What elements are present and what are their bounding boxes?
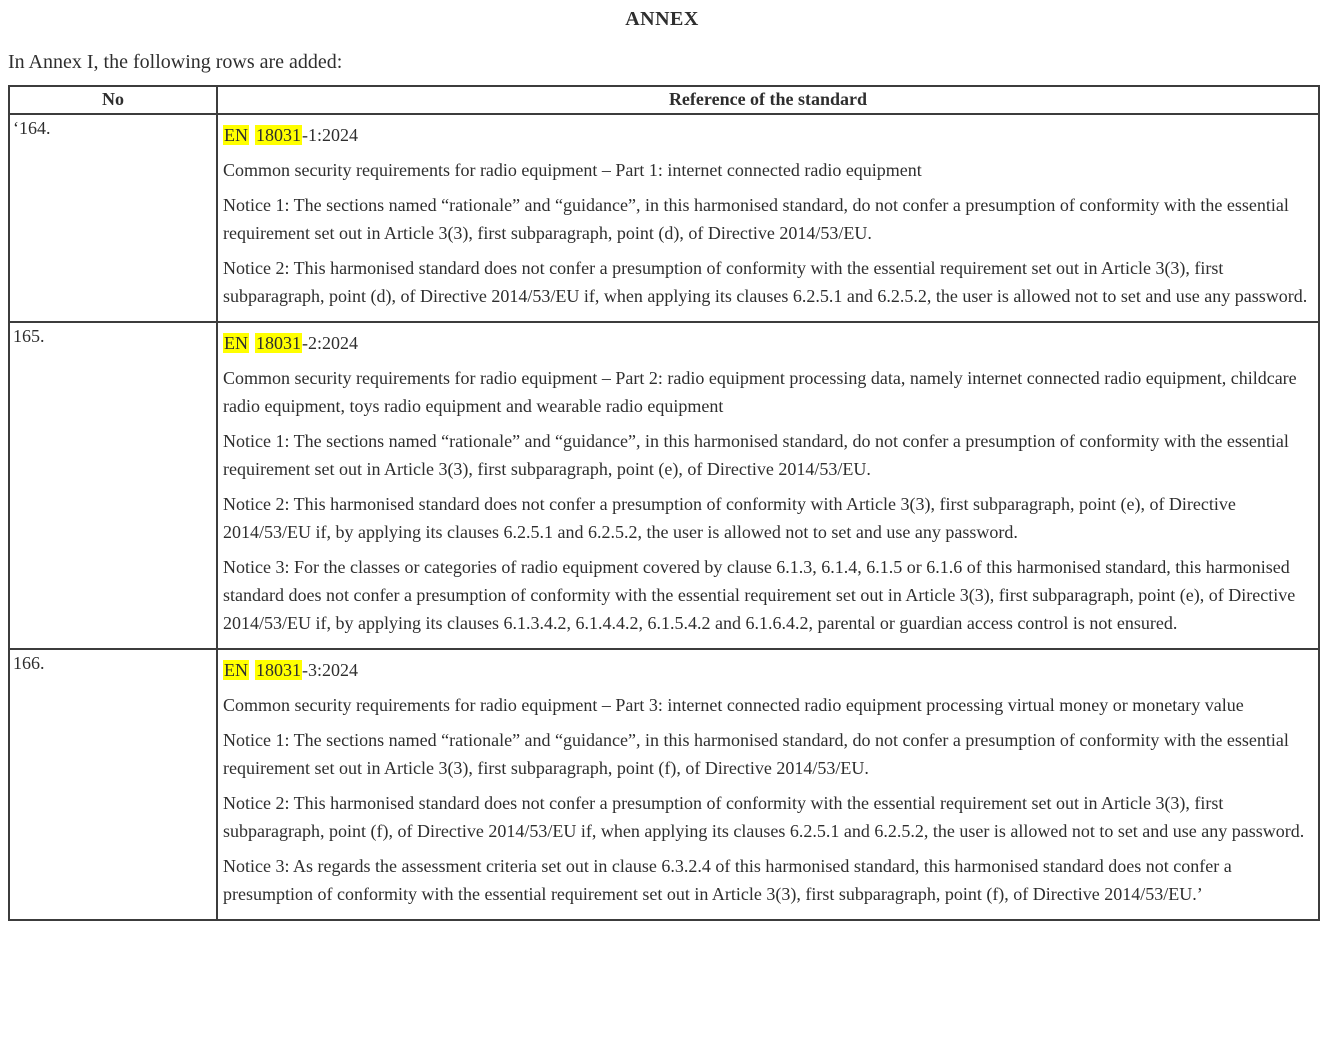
highlighted-number-text: 18031	[256, 660, 301, 680]
row-number-cell: ‘164.	[9, 114, 217, 322]
standard-code	[223, 121, 1312, 149]
highlighted-en-text: EN	[224, 333, 248, 353]
standard-description: Common security requirements for radio equipment – Part 1: internet connected radio equipment	[223, 160, 922, 180]
highlighted-en-text: EN	[224, 660, 248, 680]
notice-1-text: Notice 1: The sections named “rationale” and “guidance”, in this harmonised standard, do not confer a presumption of conformity with the essential requirement set out in Article 3(3), first subparagraph, point (d), of Directive 2014/53/EU.	[223, 195, 1289, 243]
no-column-header: No	[9, 86, 217, 114]
notice-2-text: Notice 2: This harmonised standard does not confer a presumption of conformity with Article 3(3), first subparagraph, point (e), of Directive 2014/53/EU if, by applying its clauses 6.2.5.1 and 6.2.5.2, the user is allowed not to set and use any password.	[223, 494, 1236, 542]
annex-table	[8, 85, 1320, 921]
standard-description: Common security requirements for radio equipment – Part 2: radio equipment processing data, namely internet connected radio equipment, childcare radio equipment, toys radio equipment and wearable radio equipment	[223, 368, 1297, 416]
table-row	[9, 114, 1319, 322]
notice-3-text: Notice 3: For the classes or categories of radio equipment covered by clause 6.1.3, 6.1.4, 6.1.5 or 6.1.6 of this harmonised standard, this harmonised standard does not confer a presumption of conformity with the essential requirement set out in Article 3(3), first subparagraph, point (e), of Directive 2014/53/EU if, by applying its clauses 6.1.3.4.2, 6.1.4.4.2, 6.1.5.4.2 and 6.1.6.4.2, parental or guardian access control is not ensured.	[223, 557, 1296, 633]
standard-code-suffix: -2:2024	[302, 333, 358, 353]
highlighted-en-text: EN	[224, 125, 248, 145]
row-number-cell: 165.	[9, 322, 217, 649]
table-row	[9, 322, 1319, 649]
standard-code	[223, 656, 1312, 684]
row-number-cell: 166.	[9, 649, 217, 920]
standard-reference-cell	[217, 114, 1319, 322]
intro-text: In Annex I, the following rows are added:	[8, 51, 343, 73]
notice-3-text: Notice 3: As regards the assessment criteria set out in clause 6.3.2.4 of this harmonised standard, this harmonised standard does not confer a presumption of conformity with the essential requirement set out in Article 3(3), first subparagraph, point (f), of Directive 2014/53/EU.’	[223, 856, 1232, 904]
standard-reference-cell	[217, 649, 1319, 920]
reference-column-header: Reference of the standard	[217, 86, 1319, 114]
highlighted-number-text: 18031	[256, 125, 301, 145]
notice-1-text: Notice 1: The sections named “rationale” and “guidance”, in this harmonised standard, do not confer a presumption of conformity with the essential requirement set out in Article 3(3), first subparagraph, point (e), of Directive 2014/53/EU.	[223, 431, 1289, 479]
notice-1-text: Notice 1: The sections named “rationale” and “guidance”, in this harmonised standard, do not confer a presumption of conformity with the essential requirement set out in Article 3(3), first subparagraph, point (f), of Directive 2014/53/EU.	[223, 730, 1289, 778]
standard-code-suffix: -3:2024	[302, 660, 358, 680]
standard-reference-cell	[217, 322, 1319, 649]
table-header-row	[9, 86, 1319, 114]
page-title: ANNEX	[625, 8, 699, 30]
standard-description: Common security requirements for radio equipment – Part 3: internet connected radio equipment processing virtual money or monetary value	[223, 695, 1244, 715]
highlighted-number-text: 18031	[256, 333, 301, 353]
standard-code	[223, 329, 1312, 357]
standard-code-suffix: -1:2024	[302, 125, 358, 145]
notice-2-text: Notice 2: This harmonised standard does not confer a presumption of conformity with the essential requirement set out in Article 3(3), first subparagraph, point (f), of Directive 2014/53/EU if, when applying its clauses 6.2.5.1 and 6.2.5.2, the user is allowed not to set and use any password.	[223, 793, 1305, 841]
table-row	[9, 649, 1319, 920]
notice-2-text: Notice 2: This harmonised standard does not confer a presumption of conformity with the essential requirement set out in Article 3(3), first subparagraph, point (d), of Directive 2014/53/EU if, when applying its clauses 6.2.5.1 and 6.2.5.2, the user is allowed not to set and use any password.	[223, 258, 1308, 306]
